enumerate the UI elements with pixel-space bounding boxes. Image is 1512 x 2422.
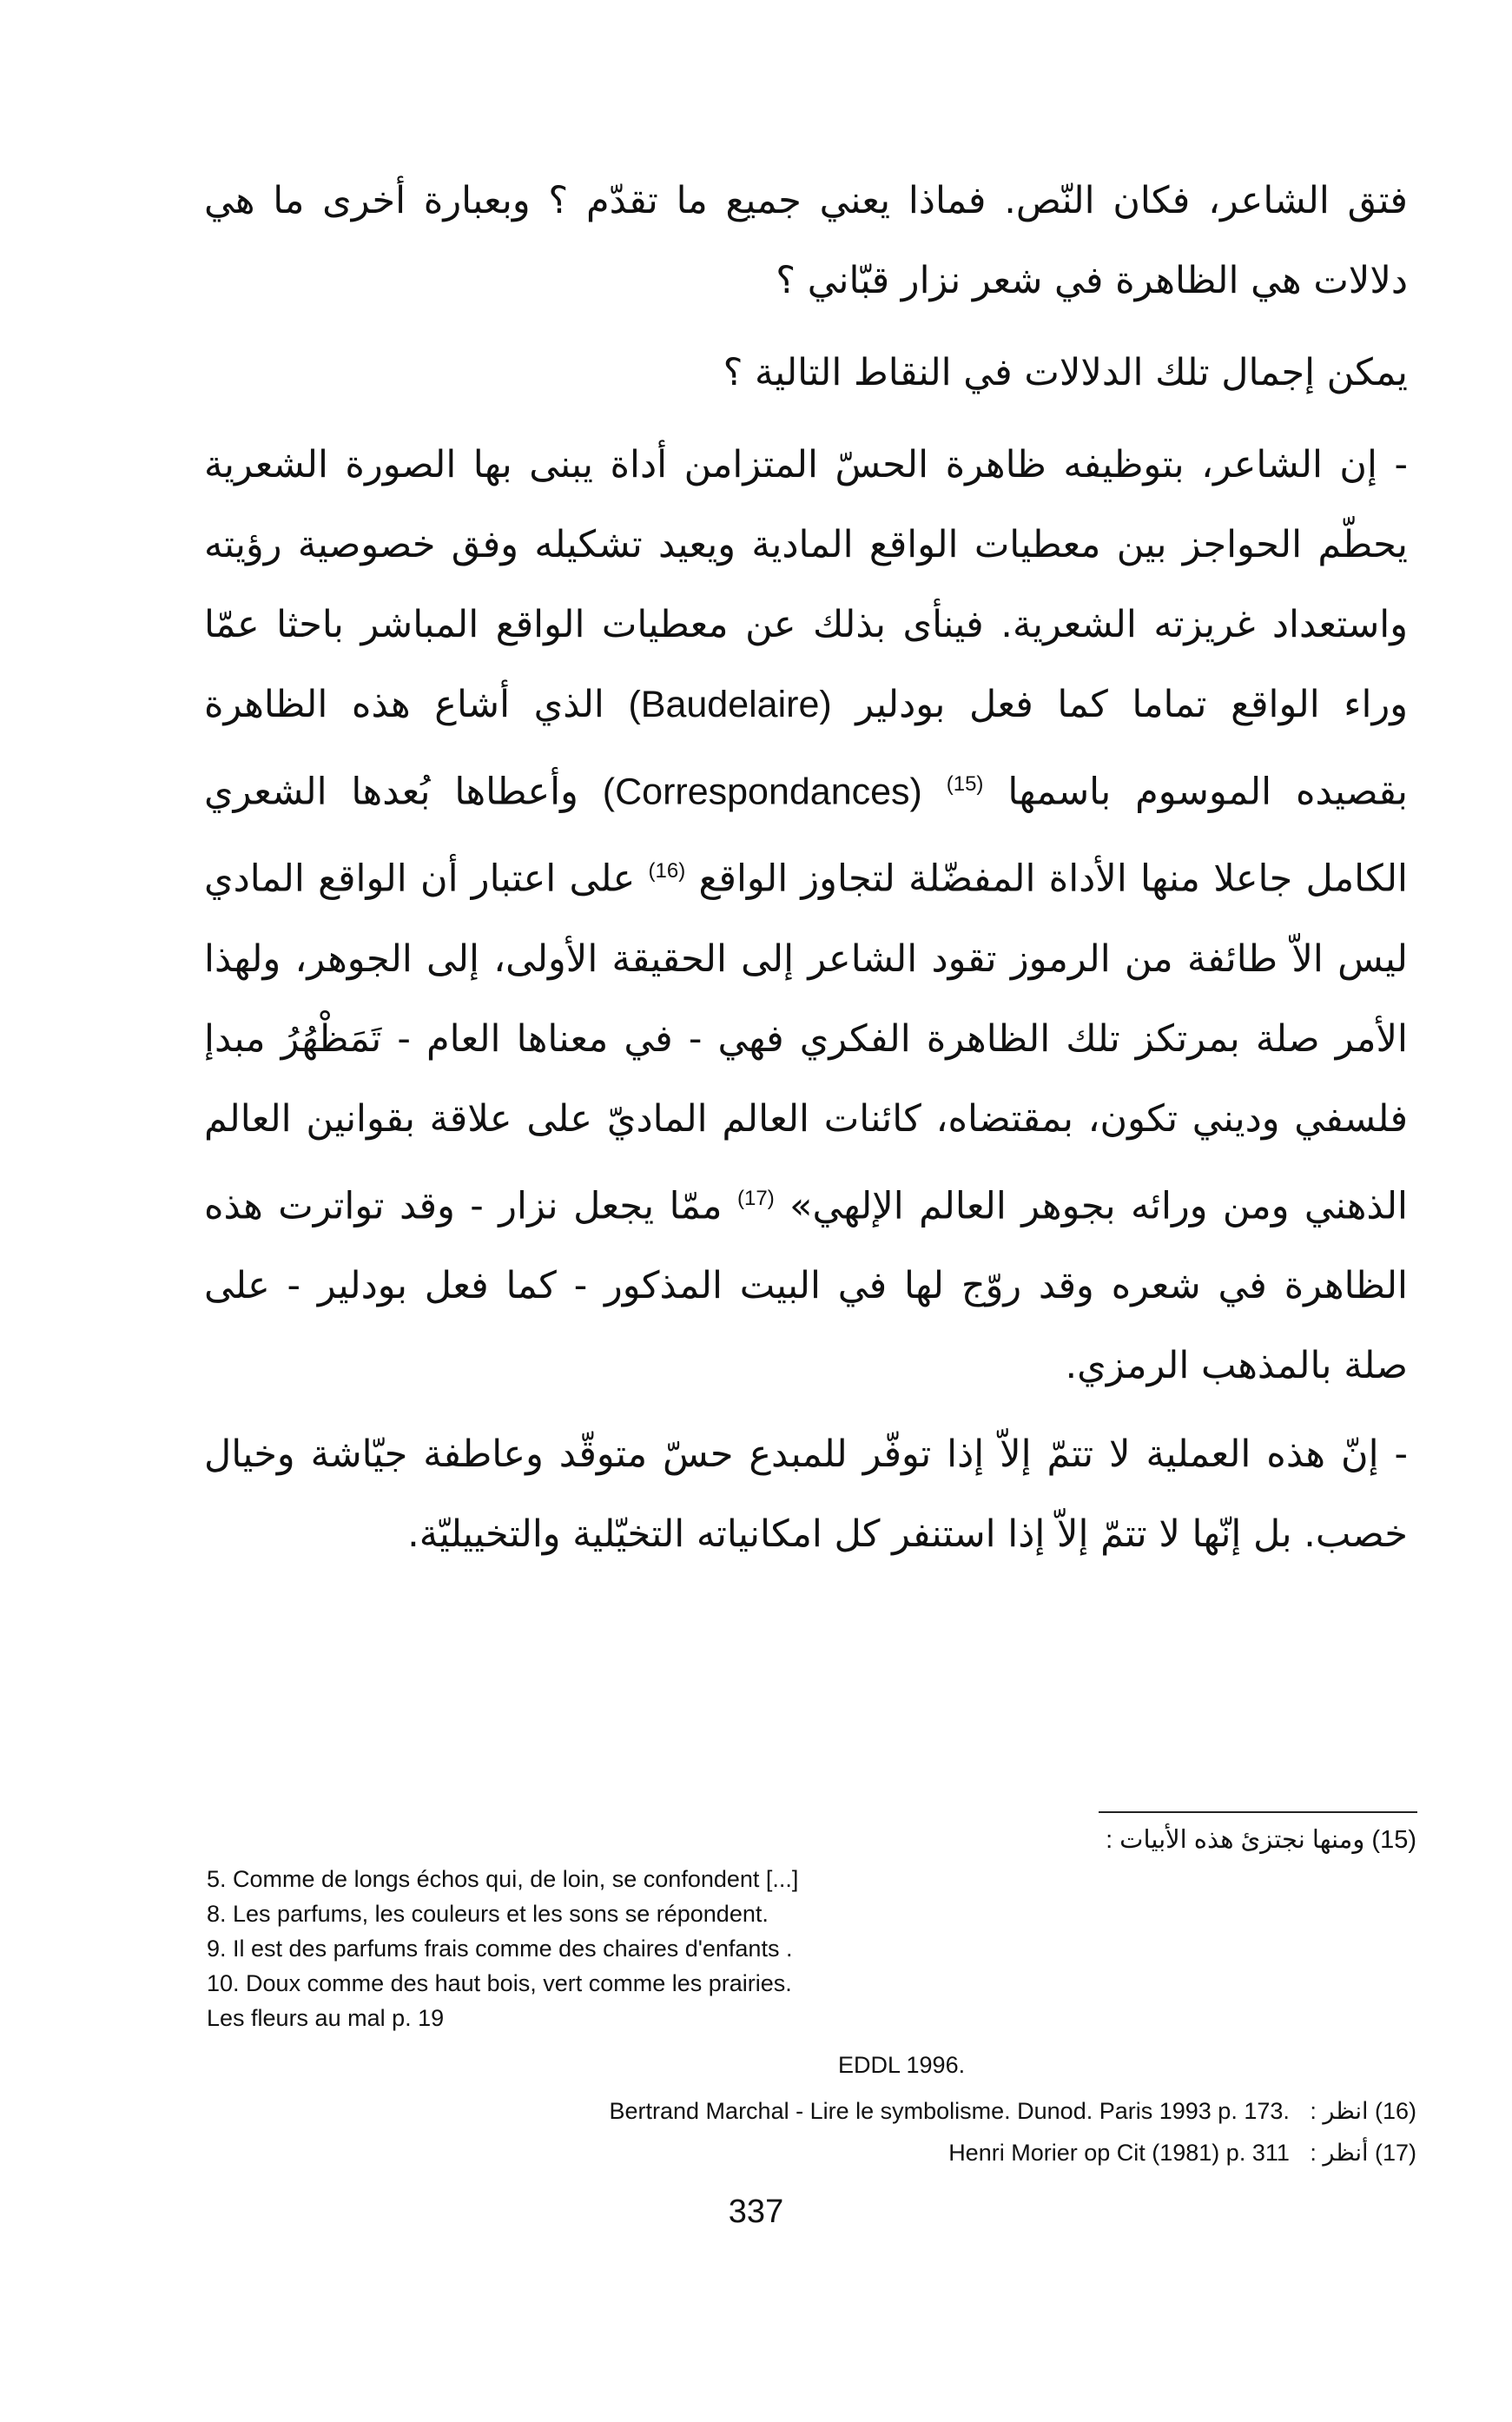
verse-line: 8. Les parfums, les couleurs et les sons se répondent. [207,1901,769,1927]
footnote-ref-15: (15) [946,772,984,796]
main-text [204,161,1408,1574]
footnote-ref-17: (17) [737,1186,775,1210]
verse-source: Les fleurs au mal p. 19 [207,2005,445,2031]
paragraph-3 [204,425,1408,1406]
footnote-16-label: (16) انظر : [1310,2098,1416,2124]
page-number: 337 [728,2194,784,2230]
correspondances-term: (Correspondances) [602,771,922,813]
verse-line: 5. Comme de longs échos qui, de loin, se confondent [...] [207,1866,799,1892]
baudelaire-term: (Baudelaire) [628,684,832,725]
paragraph-3-part-c: وأعطاها بُعدها الشعري الكامل جاعلا منها الأداة المفضّلة لتجاوز الواقع [204,770,1408,901]
footnote-separator [1099,1811,1417,1813]
paragraph-3-part-d: على اعتبار أن الواقع المادي ليس الاّ طائفة من الرموز تقود الشاعر إلى الحقيقة الأولى، إلى الجوهر، ولهذا الأمر صلة بمرتكز تلك الظاهرة الفكري فهي - في معناها العام - تَمَظْهُرُ مبدإ فلسفي وديني تكون، بمقتضاه، كائنات العالم الماديّ على علاقة بقوانين العالم الذهني ومن ورائه بجوهر العالم الإلهي» [204,857,1409,1228]
footnote-15-verses [207,1862,798,2035]
paragraph-3-part-e: ممّا يجعل نزار - وقد تواترت هذه الظاهرة في شعره وقد روّج لها في البيت المذكور - كما فعل بودلير - على صلة بالمذهب الرمزي. [204,1183,1408,1387]
paragraph-3-part-a: - إن الشاعر، بتوظيفه ظاهرة الحسّ المتزامن أداة يبنى بها الصورة الشعرية يحطّم الحواجز بين معطيات الواقع المادية ويعيد تشكيله وفق خصوصية رؤيته واستعداد غريزته الشعرية. فينأى بذلك عن معطيات الواقع المباشر باحثا عمّا وراء الواقع تماما كما فعل بودلير [204,443,1408,726]
footnote-17-text: Henri Morier op Cit (1981) p. 311 [948,2140,1290,2166]
footnote-16-text: Bertrand Marchal - Lire le symbolisme. Dunod. Paris 1993 p. 173. [609,2098,1290,2124]
footnote-17-label: (17) أنظر : [1310,2140,1416,2166]
footnote-edition: EDDL 1996. [838,2052,966,2078]
verse-line: 10. Doux comme des haut bois, vert comme les prairies. [207,1970,792,1996]
footnote-15-label: (15) ومنها نجتزئ هذه الأبيات : [1106,1826,1416,1854]
footnote-17 [386,2135,1416,2170]
paragraph-1: فتق الشاعر، فكان النّص. فماذا يعني جميع ما تقدّم ؟ وبعبارة أخرى ما هي دلالات هي الظاهرة في شعر نزار قبّاني ؟ [204,179,1408,302]
verse-line: 9. Il est des parfums frais comme des chaires d'enfants . [207,1936,793,1962]
paragraph-2: يمكن إجمال تلك الدلالات في النقاط التالية ؟ [723,351,1408,394]
footnote-16 [386,2094,1416,2128]
footnote-ref-16: (16) [648,859,686,883]
paragraph-3-part-b: الذي أشاع هذه الظاهرة بقصيده الموسوم باسمها [204,683,1409,814]
paragraph-4: - إنّ هذه العملية لا تتمّ إلاّ إذا توفّر للمبدع حسّ متوقّد وعاطفة جيّاشة وخيال خصب. بل إنّها لا تتمّ إلاّ إذا استنفر كل امكانياته التخيّلية والتخييليّة. [204,1432,1408,1556]
